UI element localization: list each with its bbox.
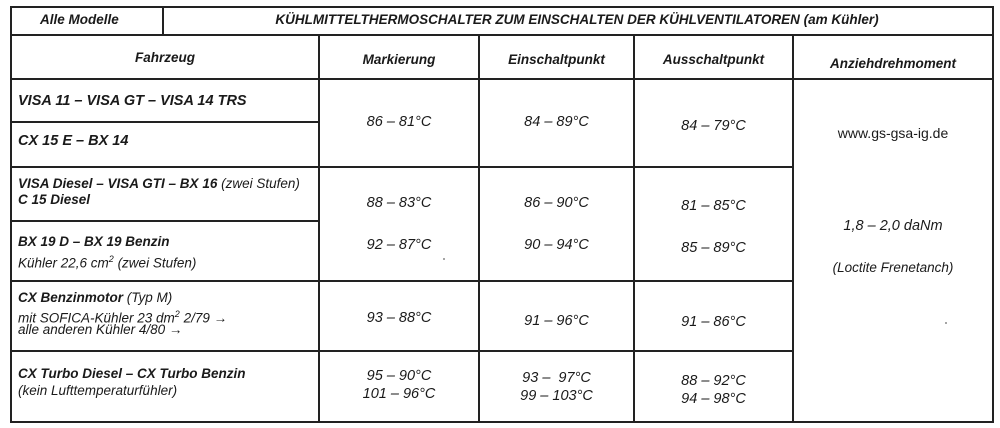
einschalt-group-4-line2: 99 – 103°C (520, 388, 593, 404)
column-header-einschaltpunkt: Einschaltpunkt (508, 52, 605, 67)
einschalt-group-1: 84 – 89°C (524, 114, 589, 130)
einschalt-group-3: 91 – 96°C (524, 313, 589, 329)
rule-col2 (318, 34, 320, 423)
einschalt-group-2b: 90 – 94°C (524, 237, 589, 253)
markierung-group-4-line1: 95 – 90°C (366, 368, 432, 384)
column-header-markierung: Markierung (362, 52, 436, 67)
markierung-group-2a: 88 – 83°C (366, 195, 432, 211)
rule-left (10, 6, 12, 423)
torque-note: (Loctite Frenetanch) (832, 260, 954, 275)
markierung-group-4-line2: 101 – 96°C (362, 386, 436, 402)
vehicle-row-4-note (18, 251, 196, 272)
vehicle-row-4: BX 19 D – BX 19 Benzin (18, 234, 170, 249)
vehicle-row-2: CX 15 E – BX 14 (18, 133, 129, 149)
column-header-fahrzeug: Fahrzeug (134, 50, 195, 65)
vehicle-row-5-extra: (Typ M) (123, 290, 173, 305)
vehicle-row-3-extra: (zwei Stufen) (217, 176, 300, 191)
ausschalt-group-1: 84 – 79°C (681, 118, 746, 134)
ausschalt-group-2a: 81 – 85°C (681, 198, 746, 214)
vehicle-row-4-note-sup: 2 (108, 254, 114, 264)
scan-speck (945, 322, 947, 324)
rule-right (992, 6, 994, 423)
markierung-group-3: 93 – 88°C (366, 310, 432, 326)
rule-group3 (10, 350, 792, 352)
vehicle-row-6-note: (kein Lufttemperaturfühler) (18, 383, 178, 398)
rule-row1 (10, 121, 318, 123)
torque-value: 1,8 – 2,0 daNm (843, 218, 943, 234)
vehicle-row-4-note-suffix: (zwei Stufen) (113, 255, 197, 271)
rule-col4 (633, 34, 635, 423)
rule-row3 (10, 220, 318, 222)
column-header-ausschaltpunkt: Ausschaltpunkt (662, 52, 765, 67)
vehicle-row-6: CX Turbo Diesel – CX Turbo Benzin (18, 366, 246, 381)
vehicle-row-5-line3: alle anderen Kühler 4/80 → (18, 322, 183, 337)
vehicle-row-1: VISA 11 – VISA GT – VISA 14 TRS (18, 93, 247, 109)
markierung-group-1: 86 – 81°C (366, 114, 432, 130)
model-scope: Alle Modelle (40, 12, 119, 27)
vehicle-row-3 (18, 176, 300, 192)
rule-group1 (10, 166, 792, 168)
vehicle-row-4-note-text: Kühler 22,6 cm (18, 255, 109, 271)
rule-bottom (10, 421, 994, 423)
ausschalt-group-4-line1: 88 – 92°C (681, 373, 746, 389)
vehicle-row-5-model: CX Benzinmotor (18, 290, 124, 305)
rule-under-title (10, 34, 994, 36)
rule-under-header (10, 78, 994, 80)
rule-group2 (10, 280, 792, 282)
ausschalt-group-2b: 85 – 89°C (681, 240, 746, 256)
scan-speck (443, 258, 445, 260)
vehicle-row-5 (18, 290, 172, 306)
vehicle-row-5-line2-sup: 2 (174, 309, 180, 319)
column-header-anziehdrehmoment: Anziehdrehmoment (829, 56, 956, 71)
einschalt-group-4-line1: 93 – 97°C (522, 370, 591, 386)
vehicle-row-3-models: VISA Diesel – VISA GTI – BX 16 (18, 176, 218, 191)
rule-col3 (478, 34, 480, 423)
vehicle-row-5-line2-text: mit SOFICA-Kühler 23 dm (18, 310, 175, 326)
einschalt-group-2a: 86 – 90°C (524, 195, 589, 211)
ausschalt-group-3: 91 – 86°C (681, 314, 746, 330)
rule-top (10, 6, 994, 8)
markierung-group-2b: 92 – 87°C (366, 237, 432, 253)
vehicle-row-3-line2: C 15 Diesel (18, 192, 91, 207)
watermark-url: www.gs-gsa-ig.de (837, 125, 949, 141)
ausschalt-group-4-line2: 94 – 98°C (681, 391, 746, 407)
page-title: KÜHLMITTELTHERMOSCHALTER ZUM EINSCHALTEN DER KÜHLVENTILATOREN (am Kühler) (275, 12, 879, 27)
vehicle-row-5-line2-suffix: 2/79 → (179, 310, 228, 326)
